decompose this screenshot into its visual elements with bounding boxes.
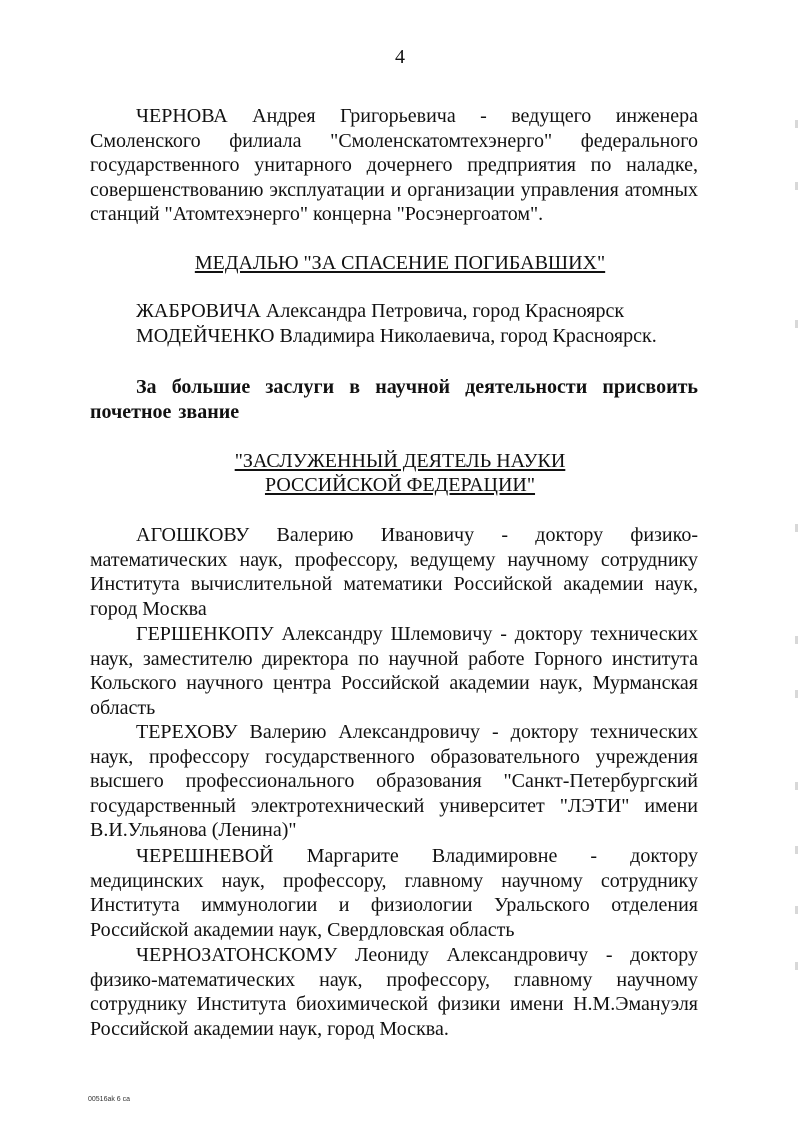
scan-speck — [795, 962, 798, 970]
paragraph-agoshkov: АГОШКОВУ Валерию Ивановичу - доктору физико-математических наук, профессору, ведущему научному сотруднику Института вычислительной математики Российской академии наук, город Москва — [90, 524, 698, 620]
medal-awardee-line: ЖАБРОВИЧА Александра Петровича, город Красноярск — [136, 300, 625, 322]
paragraph-terekhov: ТЕРЕХОВУ Валерию Александровичу - доктору технических наук, профессору государственного образовательного учреждения высшего профессионального образования "Санкт-Петербургский государственный электротехнический университет "ЛЭТИ" имени В.И.Ульянова (Ленина)" — [90, 721, 698, 842]
scan-speck — [795, 182, 798, 190]
paragraph-chernova: ЧЕРНОВА Андрея Григорьевича - ведущего инженера Смоленского филиала "Смоленскатомтехэнерго" федерального государственного унитарного дочернего предприятия по наладке, совершенствованию эксплуатации и организации управления атомных станций "Атомтехэнерго" концерна "Росэнергоатом". — [90, 105, 698, 226]
scan-speck — [795, 782, 798, 790]
scan-edge-specks — [792, 0, 800, 1133]
heading-title-line — [0, 449, 800, 473]
page-number: 4 — [395, 46, 405, 68]
scan-speck — [795, 906, 798, 914]
footer-code: 00516ak 6 ca — [88, 1096, 131, 1103]
scan-speck — [795, 690, 798, 698]
bold-intro: За большие заслуги в научной деятельности присвоить почетное звание — [90, 376, 698, 423]
scan-speck — [795, 120, 798, 128]
scan-speck — [795, 320, 798, 328]
heading-title-line — [0, 473, 800, 497]
paragraph-gershenkop: ГЕРШЕНКОПУ Александру Шлемовичу - доктору технических наук, заместителю директора по научной работе Горного института Кольского научного центра Российской академии наук, Мурманская область — [90, 623, 698, 719]
heading-title-text: РОССИЙСКОЙ ФЕДЕРАЦИИ" — [264, 474, 536, 496]
heading-medal — [0, 251, 800, 275]
paragraph-chereshneva: ЧЕРЕШНЕВОЙ Маргарите Владимировне - доктору медицинских наук, профессору, главному научному сотруднику Института иммунологии и физиологии Уральского отделения Российской академии наук, Свердловская область — [90, 845, 698, 941]
scan-speck — [795, 846, 798, 854]
medal-awardee-line: МОДЕЙЧЕНКО Владимира Николаевича, город Красноярск. — [136, 325, 657, 347]
scan-speck — [795, 524, 798, 532]
heading-title-text: "ЗАСЛУЖЕННЫЙ ДЕЯТЕЛЬ НАУКИ — [234, 450, 566, 472]
scan-speck — [795, 636, 798, 644]
heading-medal-text: МЕДАЛЬЮ "ЗА СПАСЕНИЕ ПОГИБАВШИХ" — [194, 252, 606, 274]
paragraph-chernozatonsky: ЧЕРНОЗАТОНСКОМУ Леониду Александровичу - доктору физико-математических наук, профессору, главному научному сотруднику Института биохимической физики имени Н.М.Эмануэля Российской академии наук, город Москва. — [90, 944, 698, 1040]
